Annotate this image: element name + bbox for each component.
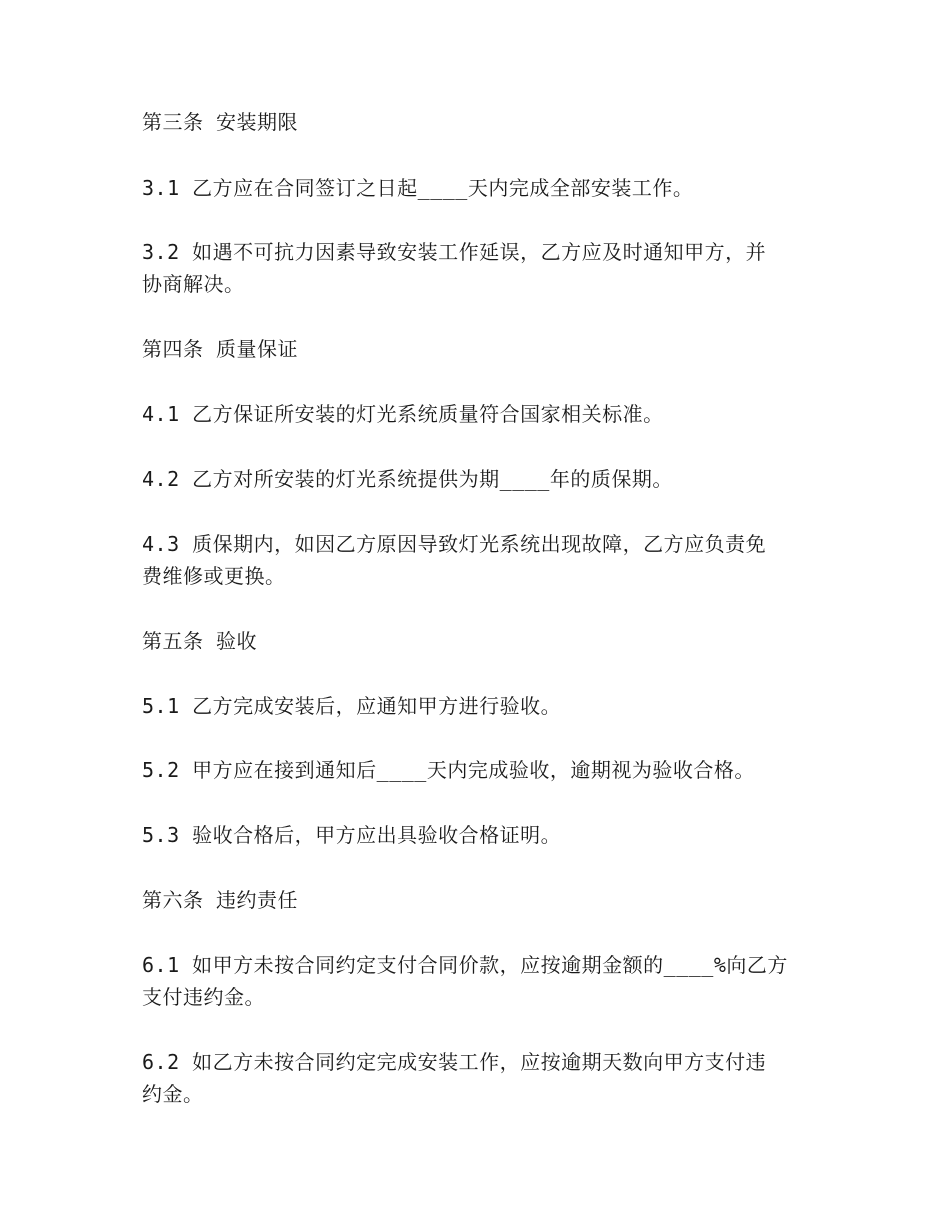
section-heading: 第四条 质量保证 bbox=[142, 337, 299, 361]
clause-text-continued: 支付违约金。 bbox=[142, 985, 265, 1009]
clause-text: 5.2 甲方应在接到通知后____天内完成验收，逾期视为验收合格。 bbox=[142, 758, 755, 782]
section-heading: 第五条 验收 bbox=[142, 629, 258, 653]
clause-text: 4.1 乙方保证所安装的灯光系统质量符合国家相关标准。 bbox=[142, 402, 664, 426]
clause-text: 6.2 如乙方未按合同约定完成安装工作，应按逾期天数向甲方支付违 bbox=[142, 1050, 767, 1074]
clause-text: 3.2 如遇不可抗力因素导致安装工作延误，乙方应及时通知甲方，并 bbox=[142, 240, 767, 264]
clause-text: 3.1 乙方应在合同签订之日起____天内完成全部安装工作。 bbox=[142, 176, 694, 200]
clause-text: 6.1 如甲方未按合同约定支付合同价款，应按逾期金额的____%向乙方 bbox=[142, 953, 788, 977]
section-heading: 第六条 违约责任 bbox=[142, 888, 299, 912]
clause-text: 4.3 质保期内，如因乙方原因导致灯光系统出现故障，乙方应负责免 bbox=[142, 532, 767, 556]
clause-text-continued: 约金。 bbox=[142, 1082, 204, 1106]
clause-text-continued: 费维修或更换。 bbox=[142, 564, 286, 588]
clause-text: 4.2 乙方对所安装的灯光系统提供为期____年的质保期。 bbox=[142, 467, 673, 491]
clause-text: 5.3 验收合格后，甲方应出具验收合格证明。 bbox=[142, 823, 562, 847]
clause-text-continued: 协商解决。 bbox=[142, 272, 245, 296]
section-heading: 第三条 安装期限 bbox=[142, 110, 299, 134]
clause-text: 5.1 乙方完成安装后，应通知甲方进行验收。 bbox=[142, 694, 562, 718]
